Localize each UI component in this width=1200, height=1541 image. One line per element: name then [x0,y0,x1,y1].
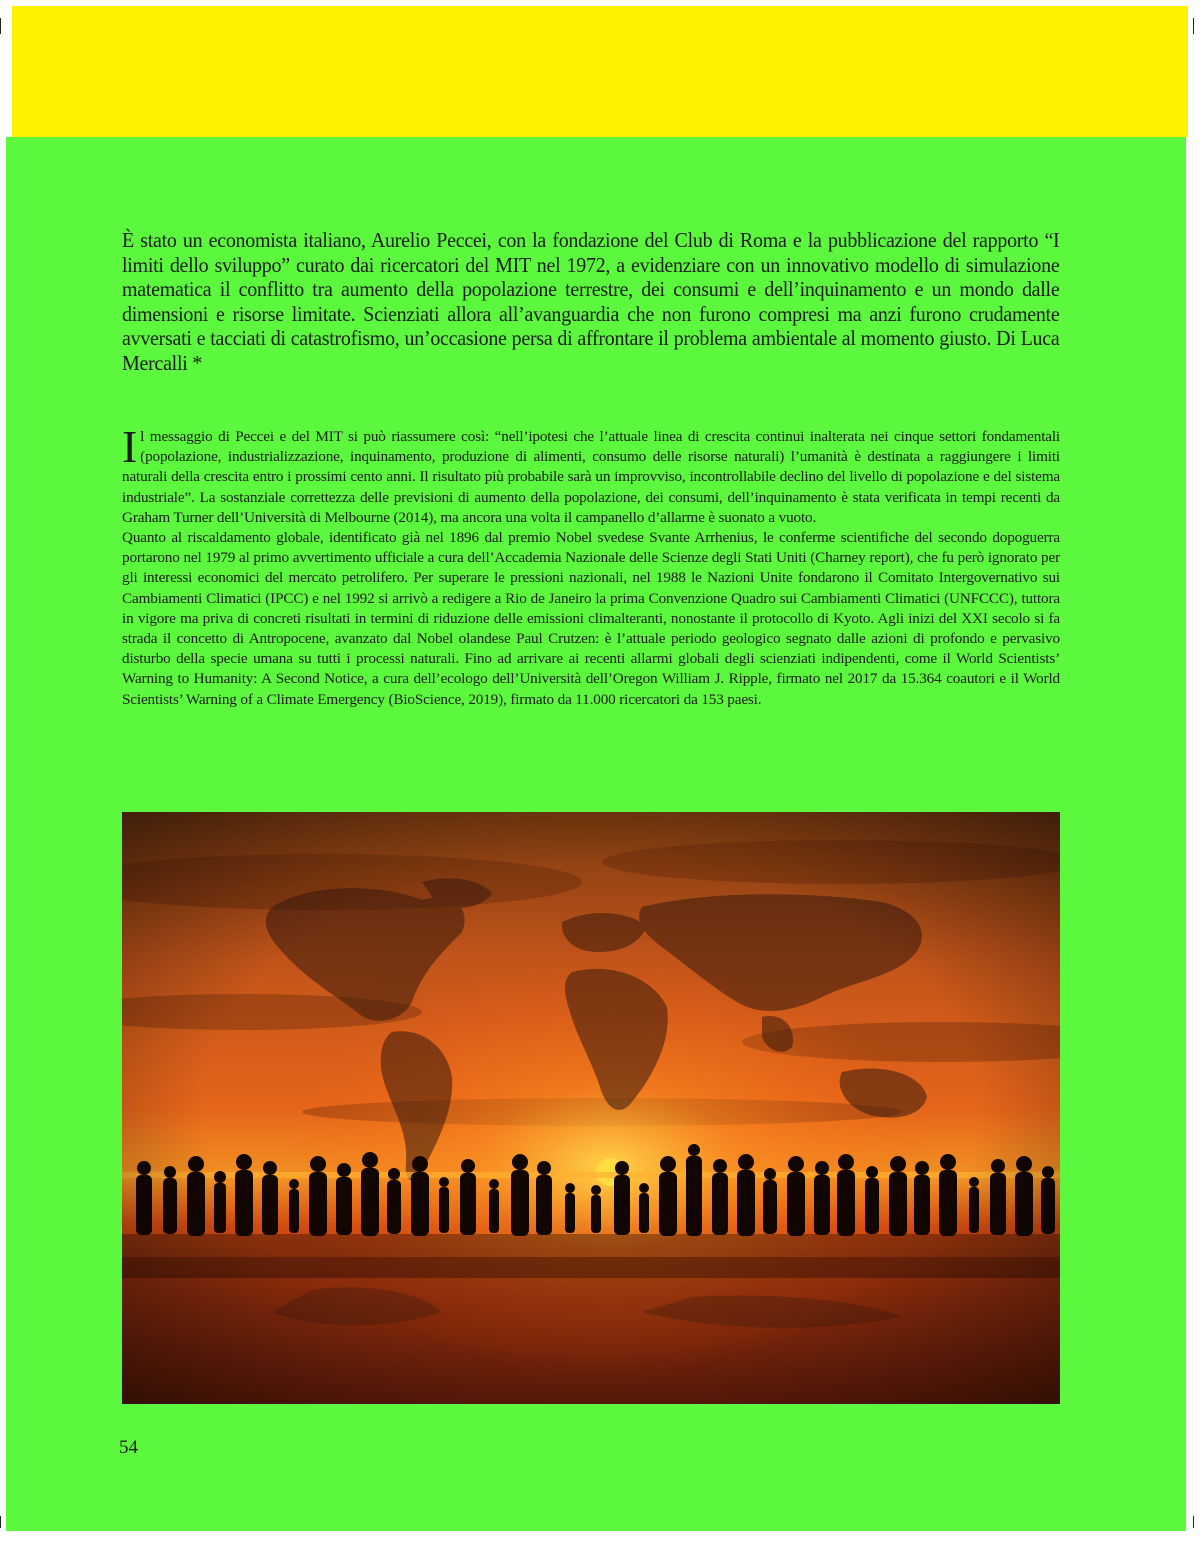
page-number: 54 [119,1437,138,1458]
crop-mark [0,18,1,34]
crop-mark [0,1516,1,1528]
drop-cap: I [122,421,138,472]
world-map-sunset-photo [122,812,1060,1404]
article-body [122,421,1060,710]
body-paragraph-1 [122,421,1060,528]
crop-mark [1193,1516,1194,1528]
yellow-header-band [12,6,1188,137]
crop-mark [1193,18,1194,34]
body-paragraph-1-text: l messaggio di Peccei e del MIT si può riassumere così: “nell’ipotesi che l’attuale linea di crescita continui inalterata nei cinque settori fondamentali (popolazione, industrializzazione, inquinamento, produzione di alimenti, consumo delle risorse naturali) l’umanità è destinata a raggiungere i limiti naturali della crescita entro i prossimi cento anni. Il risultato più probabile sarà un improvviso, incontrollabile declino del livello di popolazione e del sistema industriale”. La sostanziale correttezza delle previsioni di aumento della popolazione, dei consumi, dell’inquinamento è stata verificata in tempi recenti da Graham Turner dell’Università di Melbourne (2014), ma ancora una volta il campanello d’allarme è suonato a vuoto. [122,428,1060,526]
lead-paragraph: È stato un economista italiano, Aurelio Peccei, con la fondazione del Club di Roma e la pubblicazione del rapporto “I limiti dello sviluppo” curato dai ricercatori del MIT nel 1972, a evidenziare con un innovativo modello di simulazione matematica il conflitto tra aumento della popolazione terrestre, dei consumi e dell’inquinamento e un mondo dalle dimensioni e risorse limitate. Scienziati allora all’avanguardia che non furono compresi ma anzi furono crudamente avversati e tacciati di catastrofismo, un’occasione persa di affrontare il problema ambientale al momento giusto. Di Luca Mercalli * [122,228,1060,375]
body-paragraph-2: Quanto al riscaldamento globale, identificato già nel 1896 dal premio Nobel svedese Svante Arrhenius, le conferme scientifiche del secondo dopoguerra portarono nel 1979 al primo avvertimento ufficiale a cura dell’Accademia Nazionale delle Scienze degli Stati Uniti (Charney report), che fu però ignorato per gli interessi economici del mercato petrolifero. Per superare le pressioni nazionali, nel 1988 le Nazioni Unite fondarono il Comitato Intergovernativo sui Cambiamenti Climatici (IPCC) e nel 1992 si arrivò a redigere a Rio de Janeiro la prima Convenzione Quadro sui Cambiamenti Climatici (UNFCCC), tuttora in vigore ma priva di concreti risultati in termini di riduzione delle emissioni climalteranti, nonostante il protocollo di Kyoto. Agli inizi del XXI secolo si fa strada il concetto di Antropocene, avanzato dal Nobel olandese Paul Crutzen: è l’attuale periodo geologico segnato dalle azioni di profondo e pervasivo disturbo della specie umana su tutti i processi naturali. Fino ad arrivare ai recenti allarmi globali degli scienziati indipendenti, come il World Scientists’ Warning to Humanity: A Second Notice, a cura dell’ecologo dell’Università dell’Oregon William J. Ripple, firmato nel 2017 da 15.364 coautori e il World Scientists’ Warning of a Climate Emergency (BioScience, 2019), firmato da 11.000 ricercatori da 153 paesi. [122,529,1060,708]
